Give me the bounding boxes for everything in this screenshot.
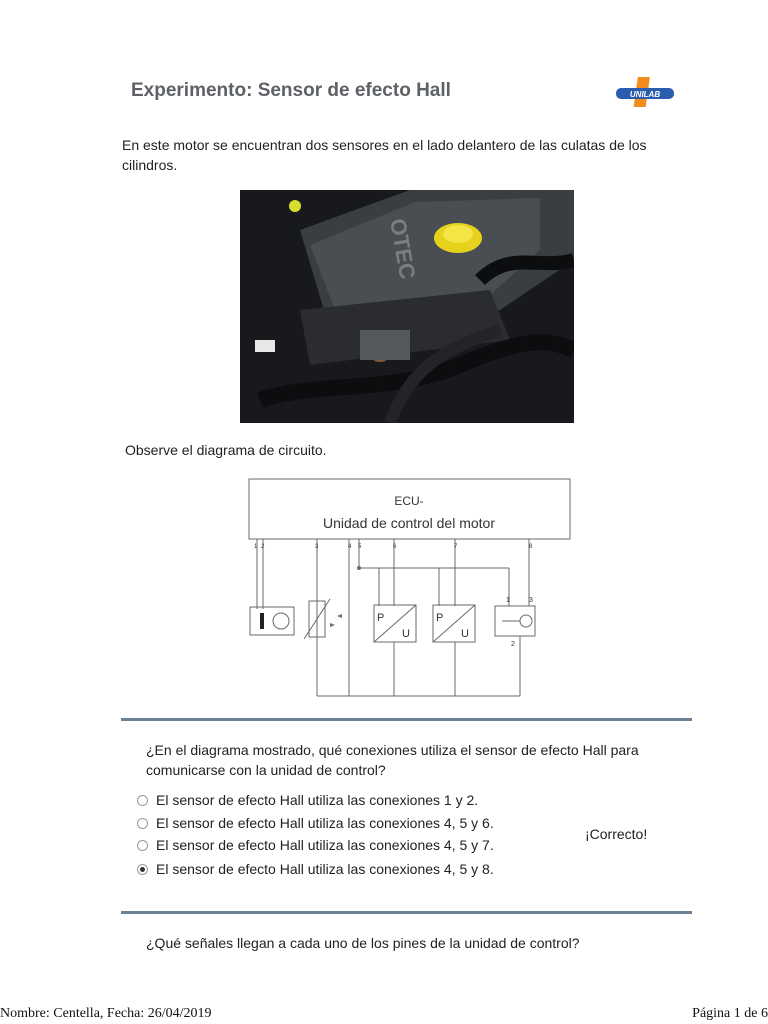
option-label: El sensor de efecto Hall utiliza las conexiones 4, 5 y 8. bbox=[156, 861, 494, 877]
option-4[interactable] bbox=[137, 858, 537, 880]
observe-text: Observe el diagrama de circuito. bbox=[125, 442, 327, 458]
question-1-text: ¿En el diagrama mostrado, qué conexiones utiliza el sensor de efecto Hall para comunicarse con la unidad de control? bbox=[146, 742, 639, 778]
radio-selected-icon[interactable] bbox=[137, 864, 148, 875]
pin-label: 7 bbox=[454, 544, 458, 550]
option-label: El sensor de efecto Hall utiliza las conexiones 1 y 2. bbox=[156, 792, 479, 808]
pin-label: 6 bbox=[393, 544, 397, 550]
pu-p-label: P bbox=[377, 612, 385, 624]
pin-label: 8 bbox=[529, 544, 533, 550]
option-label: El sensor de efecto Hall utiliza las conexiones 4, 5 y 6. bbox=[156, 815, 494, 831]
logo-text: UNILAB bbox=[629, 90, 661, 99]
engine-cover-text: OTEC bbox=[385, 216, 421, 282]
hall-pin-label: 1 bbox=[506, 597, 510, 604]
option-3[interactable] bbox=[137, 834, 537, 856]
page-title: Experimento: Sensor de efecto Hall bbox=[131, 80, 451, 101]
footer-name-date: Nombre: Centella, Fecha: 26/04/2019 bbox=[0, 1006, 212, 1021]
intro-paragraph: En este motor se encuentran dos sensores en el lado delantero de las culatas de los cilindros. bbox=[122, 137, 647, 173]
pu-p-label: P bbox=[436, 612, 444, 624]
question-2-text: ¿Qué señales llegan a cada uno de los pines de la unidad de control? bbox=[146, 935, 580, 951]
radio-icon[interactable] bbox=[137, 818, 148, 829]
pin-label: 4 bbox=[348, 544, 352, 550]
pin-label: 3 bbox=[315, 544, 319, 550]
section-divider bbox=[121, 911, 692, 914]
feedback-text: ¡Correcto! bbox=[585, 826, 648, 842]
pin-label: 1 bbox=[254, 544, 258, 550]
option-2[interactable] bbox=[137, 812, 537, 834]
unilab-logo bbox=[614, 76, 678, 108]
radio-icon[interactable] bbox=[137, 840, 148, 851]
ecu-name: Unidad de control del motor bbox=[323, 515, 495, 531]
section-divider bbox=[121, 718, 692, 721]
footer-page-number: Página 1 de 6 bbox=[692, 1006, 768, 1021]
pu-u-label: U bbox=[461, 628, 469, 640]
ecu-label: ECU- bbox=[394, 494, 424, 508]
pin-label: 5 bbox=[358, 544, 362, 550]
engine-photo bbox=[240, 190, 574, 423]
hall-pin-label: 2 bbox=[511, 641, 515, 648]
option-1[interactable] bbox=[137, 789, 537, 811]
radio-icon[interactable] bbox=[137, 795, 148, 806]
pu-u-label: U bbox=[402, 628, 410, 640]
pin-label: 2 bbox=[261, 544, 265, 550]
circuit-diagram bbox=[244, 476, 584, 702]
option-label: El sensor de efecto Hall utiliza las conexiones 4, 5 y 7. bbox=[156, 837, 494, 853]
hall-pin-label: 3 bbox=[529, 597, 533, 604]
